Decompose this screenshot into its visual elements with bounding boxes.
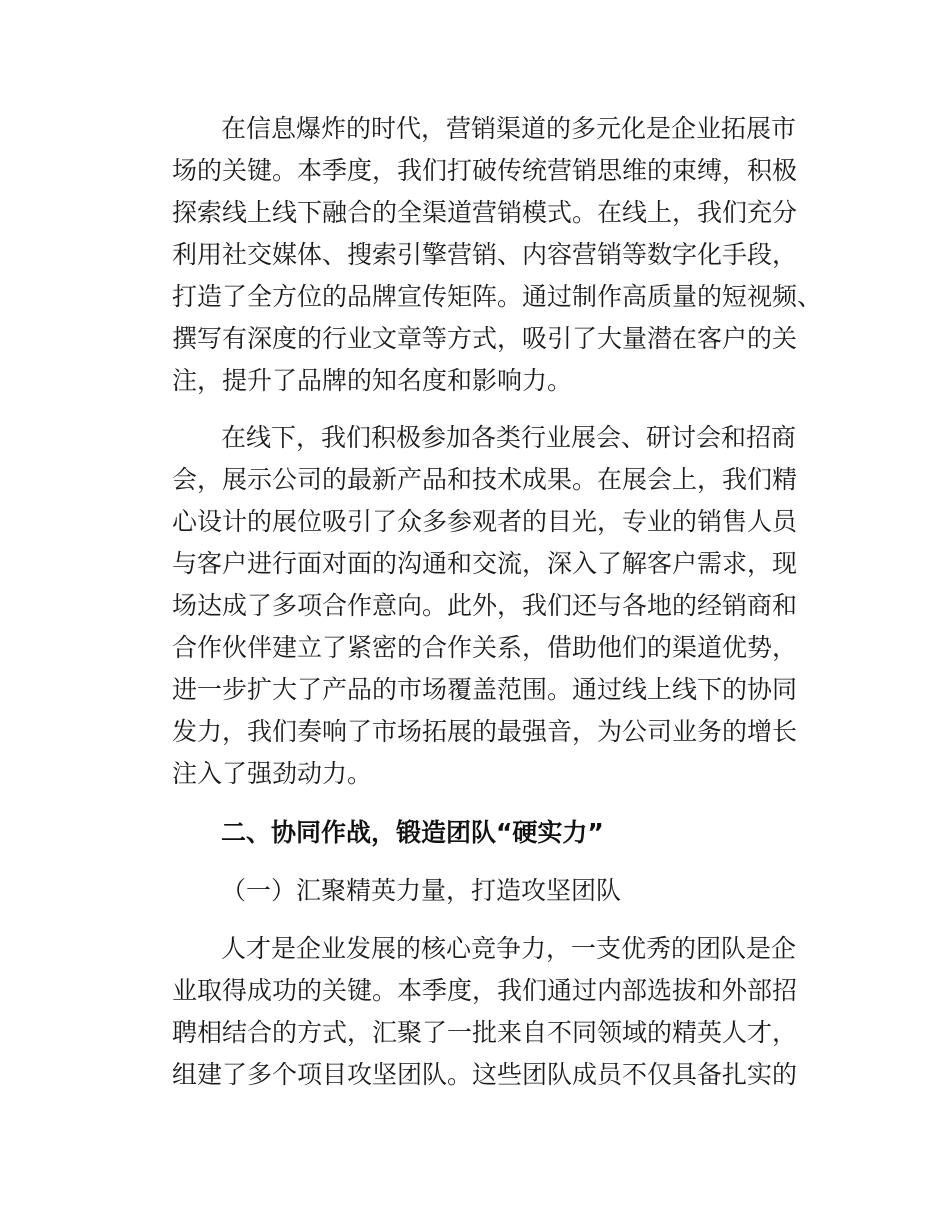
text-line: 心设计的展位吸引了众多参观者的目光，专业的销售人员 (172, 507, 798, 536)
text-line: 打造了全方位的品牌宣传矩阵。通过制作高质量的短视频、 (172, 282, 823, 311)
text-line: 进一步扩大了产品的市场覆盖范围。通过线上线下的协同 (172, 675, 798, 704)
text-line: 组建了多个项目攻坚团队。这些团队成员不仅具备扎实的 (172, 1060, 798, 1089)
text-line: 会，展示公司的最新产品和技术成果。在展会上，我们精 (172, 465, 798, 494)
text-line: 在信息爆炸的时代，营销渠道的多元化是企业拓展市 (221, 114, 797, 143)
text-line: 场的关键。本季度，我们打破传统营销思维的束缚，积极 (172, 156, 798, 185)
text-line: 合作伙伴建立了紧密的合作关系，借助他们的渠道优势， (172, 633, 798, 662)
text-line: 与客户进行面对面的沟通和交流，深入了解客户需求，现 (172, 549, 798, 578)
text-line: 场达成了多项合作意向。此外，我们还与各地的经销商和 (172, 591, 798, 620)
section-heading: 二、协同作战，锻造团队“硬实力” (221, 818, 604, 847)
text-line: 人才是企业发展的核心竞争力，一支优秀的团队是企 (221, 934, 797, 963)
text-line: 聘相结合的方式，汇聚了一批来自不同领域的精英人才， (172, 1018, 798, 1047)
text-line: 在线下，我们积极参加各类行业展会、研讨会和招商 (221, 423, 797, 452)
text-line: 注，提升了品牌的知名度和影响力。 (172, 366, 573, 395)
subsection-heading: （一）汇聚精英力量，打造攻坚团队 (221, 876, 622, 905)
text-line: 业取得成功的关键。本季度，我们通过内部选拔和外部招 (172, 976, 798, 1005)
text-line: 撰写有深度的行业文章等方式，吸引了大量潜在客户的关 (172, 324, 798, 353)
text-line: 探索线上线下融合的全渠道营销模式。在线上，我们充分 (172, 198, 798, 227)
text-line: 注入了强劲动力。 (172, 759, 373, 788)
text-line: 利用社交媒体、搜索引擎营销、内容营销等数字化手段， (172, 240, 798, 269)
text-line: 发力，我们奏响了市场拓展的最强音，为公司业务的增长 (172, 717, 798, 746)
